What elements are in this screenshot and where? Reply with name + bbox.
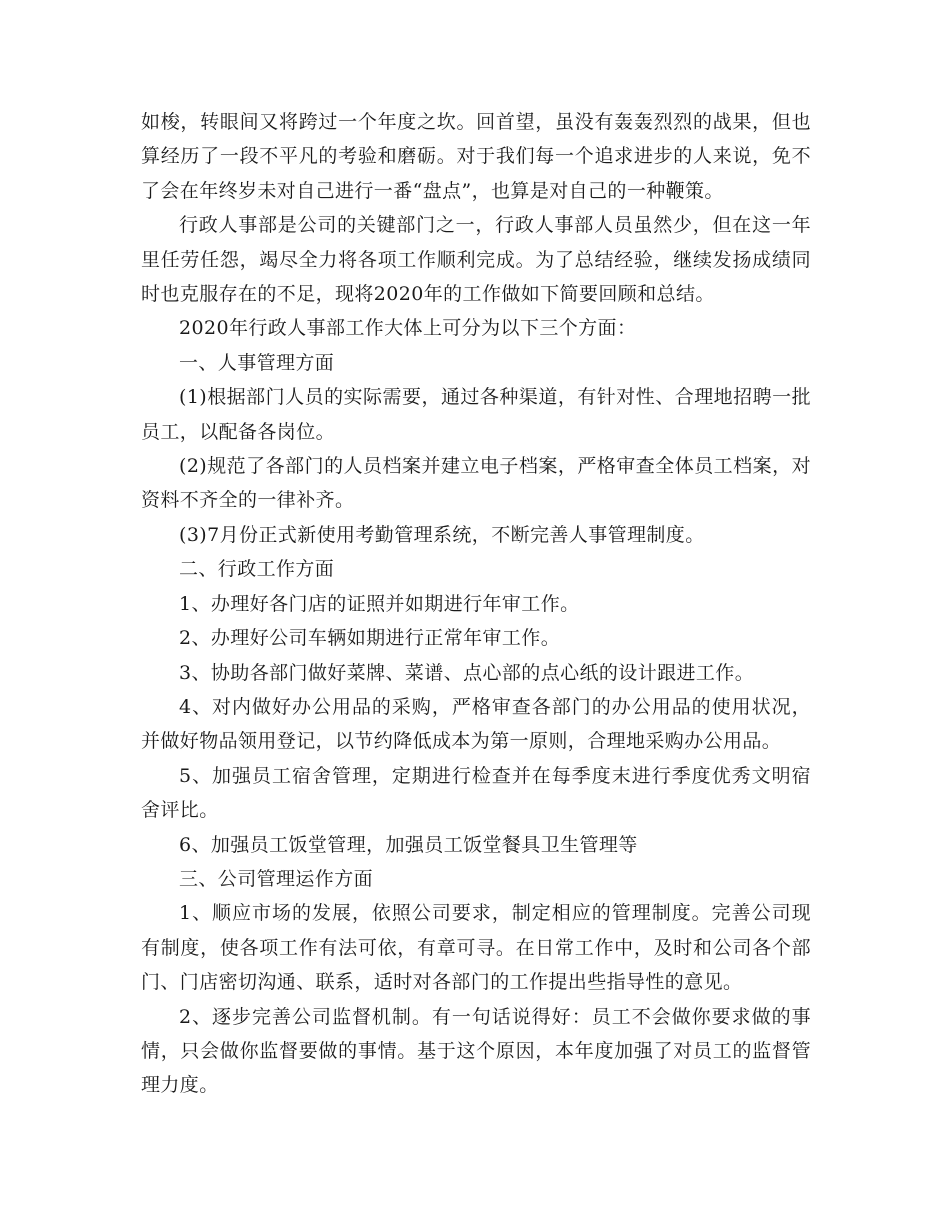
paragraph-intro: 如梭，转眼间又将跨过一个年度之坎。回首望，虽没有轰轰烈烈的战果，但也算经历了一段不平凡的考验和磨砺。对于我们每一个追求进步的人来说，免不了会在年终岁未对自己进行一番“盘点”，也算是对自己的一种鞭策。	[141, 111, 811, 202]
list-item-hr-3: (3)7月份正式新使用考勤管理系统，不断完善人事管理制度。	[179, 523, 705, 546]
list-item-hr-1: (1)根据部门人员的实际需要，通过各种渠道，有针对性、合理地招聘一批员工，以配备各岗位。	[141, 386, 811, 443]
list-item-hr-2: (2)规范了各部门的人员档案并建立电子档案，严格审查全体员工档案，对资料不齐全的一律补齐。	[141, 455, 811, 512]
section-heading-management: 三、公司管理运作方面	[179, 867, 374, 890]
list-item-management-1: 1、顺应市场的发展，依照公司要求，制定相应的管理制度。完善公司现有制度，使各项工作有法可依，有章可寻。在日常工作中，及时和公司各个部门、门店密切沟通、联系，适时对各部门的工作提出些指导性的意见。	[141, 902, 811, 994]
list-item-admin-6: 6、加强员工饭堂管理，加强员工饭堂餐具卫生管理等	[179, 833, 638, 856]
document-body	[141, 105, 811, 1103]
list-item-admin-2: 2、办理好公司车辆如期进行正常年审工作。	[179, 627, 561, 650]
list-item-admin-5: 5、加强员工宿舍管理，定期进行检查并在每季度末进行季度优秀文明宿舍评比。	[141, 764, 811, 822]
list-item-admin-1: 1、办理好各门店的证照并如期进行年审工作。	[179, 592, 580, 615]
paragraph-three-aspects: 2020年行政人事部工作大体上可分为以下三个方面：	[179, 317, 637, 340]
section-heading-admin: 二、行政工作方面	[179, 558, 335, 581]
list-item-admin-3: 3、协助各部门做好菜牌、菜谱、点心部的点心纸的设计跟进工作。	[179, 661, 755, 684]
list-item-admin-4: 4、对内做好办公用品的采购，严格审查各部门的办公用品的使用状况，并做好物品领用登记，以节约降低成本为第一原则，合理地采购办公用品。	[141, 695, 811, 753]
paragraph-department-overview: 行政人事部是公司的关键部门之一，行政人事部人员虽然少，但在这一年里任劳任怨，竭尽全力将各项工作顺利完成。为了总结经验，继续发扬成绩同时也克服存在的不足，现将2020年的工作做如下简要回顾和总结。	[141, 214, 811, 306]
list-item-management-2: 2、逐步完善公司监督机制。有一句话说得好：员工不会做你要求做的事情，只会做你监督要做的事情。基于这个原因，本年度加强了对员工的监督管理力度。	[141, 1005, 811, 1097]
section-heading-hr: 一、人事管理方面	[179, 351, 335, 374]
